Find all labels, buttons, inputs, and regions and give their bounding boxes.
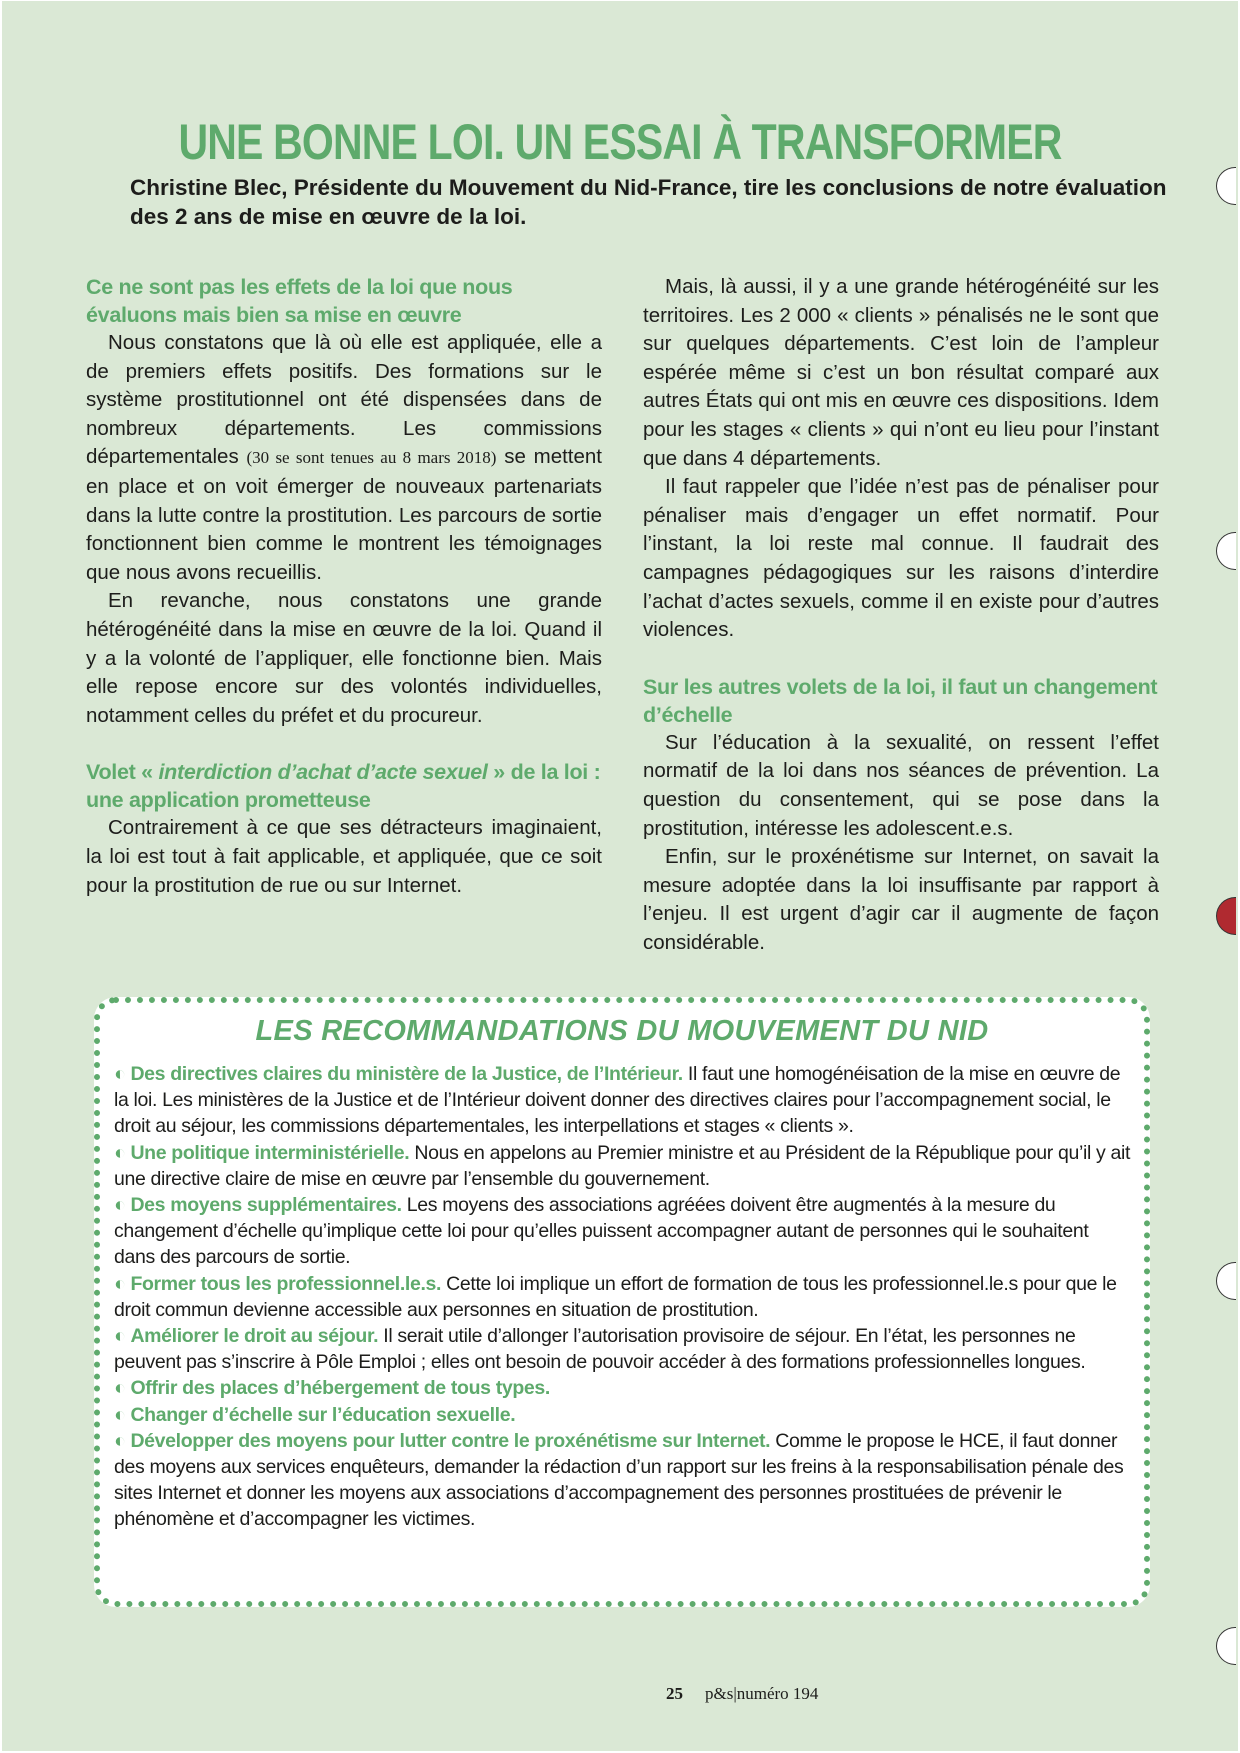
section-tab-active[interactable] bbox=[1216, 897, 1236, 935]
recommendation-text: Les moyens des associations agréées doivent être augmentés à la mesure du changement d’échelle qu’implique cette loi pour qu’elles puissent accompagner autant de personnes qui le souhaitent dans des parcours de sortie. bbox=[114, 1194, 1089, 1269]
half-moon-bullet-icon: ◐ bbox=[114, 1403, 126, 1426]
half-moon-bullet-icon: ◐ bbox=[114, 1063, 126, 1085]
recommendation-lead: Améliorer le droit au séjour. bbox=[130, 1325, 379, 1348]
half-moon-bullet-icon: ◐ bbox=[114, 1272, 126, 1295]
recommendation-lead: Des moyens supplémentaires. bbox=[130, 1194, 402, 1217]
recommendation-item bbox=[114, 1428, 1130, 1533]
half-moon-bullet-icon: ◐ bbox=[114, 1141, 126, 1164]
recommendation-text: Il faut une homogénéisation de la mise en œuvre de la loi. Les ministères de la Justice et de l’Intérieur doivent donner des directives claires pour l’accompagnement social, le droit au séjour, les commissions départementales, les interpellations et stages « clients ». bbox=[114, 1063, 1121, 1138]
section-tab[interactable] bbox=[1216, 1627, 1236, 1665]
paragraph: Mais, là aussi, il y a une grande hétérogénéité sur les territoires. Les 2 000 « clients » pénalisés ne le sont que sur quelques départements. C’est loin de l’ampleur espérée même si c’est un bon résultat comparé aux autres États qui ont mis en œuvre ces dispositions. Idem pour les stages « clients » qui n’ont eu lieu pour l’instant que dans 4 départements. bbox=[643, 275, 1159, 470]
recommendation-text: Comme le propose le HCE, il faut donner des moyens aux services enquêteurs, demander la rédaction d’un rapport sur les freins à la responsabilisation pénale des sites Internet et donner les moyens aux associations d’accompagnement des personnes prostituées de prévenir le phénomène et d’accompagner les victimes. bbox=[114, 1429, 1124, 1531]
paragraph-text: Nous constatons que là où elle est appliquée, elle a de premiers effets positifs. Des formations sur le système prostitutionnel ont été dispensées dans de nombreux départements. Les commissions départementales bbox=[86, 331, 602, 469]
section-heading-interdiction bbox=[86, 758, 602, 814]
section-heading-evaluation: Ce ne sont pas les effets de la loi que nous évaluons mais bien sa mise en œuvre bbox=[86, 275, 513, 327]
paragraph bbox=[86, 329, 602, 587]
publication-issue: p&s|numéro 194 bbox=[705, 1684, 819, 1703]
paragraph: En revanche, nous constatons une grande hétérogénéité dans la mise en œuvre de la loi. Quand il y a la volonté de l’appliquer, elle fonctionne bien. Mais elle repose encore sur des volontés individuelles, notamment celles du préfet et du procureur. bbox=[86, 589, 602, 727]
recommendations-box bbox=[94, 997, 1150, 1607]
recommendation-item bbox=[114, 1375, 1130, 1401]
recommendation-lead: Former tous les professionnel.le.s. bbox=[130, 1272, 442, 1295]
page-number: 25 bbox=[666, 1684, 683, 1703]
recommendation-item bbox=[114, 1402, 1130, 1428]
recommendation-lead: Des directives claires du ministère de la Justice, de l’Intérieur. bbox=[130, 1063, 683, 1085]
recommendation-lead: Une politique interministérielle. bbox=[130, 1141, 410, 1164]
magazine-page bbox=[2, 1, 1238, 1751]
recommendations-list bbox=[114, 1061, 1130, 1533]
paragraph: Enfin, sur le proxénétisme sur Internet, on savait la mesure adoptée dans la loi insuffisante par rapport à l’enjeu. Il est urgent d’agir car il augmente de façon considérable. bbox=[643, 845, 1159, 954]
recommendation-item bbox=[114, 1271, 1130, 1323]
half-moon-bullet-icon: ◐ bbox=[114, 1377, 126, 1400]
heading-italic: interdiction d’achat d’acte sexuel bbox=[158, 760, 488, 785]
recommendation-item bbox=[114, 1192, 1130, 1271]
commissions-note: (30 se sont tenues au 8 mars 2018) bbox=[246, 448, 497, 468]
section-heading-echelle: Sur les autres volets de la loi, il faut un changement d’échelle bbox=[643, 674, 1158, 727]
section-tab[interactable] bbox=[1216, 532, 1236, 570]
paragraph: Sur l’éducation à la sexualité, on ressent l’effet normatif de la loi dans nos séances de prévention. La question du consentement, qui se pose dans la prostitution, intéresse les adolescent.e.s. bbox=[643, 730, 1159, 840]
paragraph: Contrairement à ce que ses détracteurs imaginaient, la loi est tout à fait applicable, et appliquée, que ce soit pour la prostitution de rue ou sur Internet. bbox=[86, 816, 602, 897]
recommendation-text: Nous en appelons au Premier ministre et au Président de la République pour qu’il y ait une directive claire de mise en œuvre par l’ensemble du gouvernement. bbox=[114, 1141, 1131, 1190]
recommendation-text: Cette loi implique un effort de formation de tous les professionnel.le.s pour que le droit commun devienne accessible aux personnes en situation de prostitution. bbox=[114, 1272, 1117, 1321]
half-moon-bullet-icon: ◐ bbox=[114, 1325, 126, 1348]
paragraph-text: se mettent en place et on voit émerger de nouveaux partenariats dans la lutte contre la prostitution. Les parcours de sortie fonctionnent bien comme le montrent les témoignages que nous avons recueillis. bbox=[86, 445, 602, 584]
paragraph: Il faut rappeler que l’idée n’est pas de pénaliser pour pénaliser mais d’engager un effet normatif. Pour l’instant, la loi reste mal connue. Il faudrait des campagnes pédagogiques sur les raisons d’interdire l’achat d’actes sexuels, comme il en existe pour d’autres violences. bbox=[643, 475, 1159, 642]
heading-suffix: » de la loi : une application prometteuse bbox=[86, 760, 601, 813]
half-moon-bullet-icon: ◐ bbox=[114, 1429, 126, 1452]
recommendations-title: LES RECOMMANDATIONS DU MOUVEMENT DU NID bbox=[255, 1015, 989, 1047]
recommendation-lead: Offrir des places d’hébergement de tous types. bbox=[130, 1377, 550, 1400]
recommendation-lead: Changer d’échelle sur l’éducation sexuelle. bbox=[130, 1403, 516, 1426]
left-column bbox=[86, 273, 602, 900]
recommendation-lead: Développer des moyens pour lutter contre le proxénétisme sur Internet. bbox=[130, 1429, 771, 1452]
article-title: UNE BONNE LOI. UN ESSAI À TRANSFORMER bbox=[178, 113, 1062, 170]
recommendation-text: Il serait utile d’allonger l’autorisation provisoire de séjour. En l’état, les personnes ne peuvent pas s’inscrire à Pôle Emploi ; elles ont besoin de pouvoir accéder à des formations professionnelles longues. bbox=[114, 1325, 1086, 1374]
heading-prefix: Volet « bbox=[86, 760, 159, 785]
recommendation-item bbox=[114, 1323, 1130, 1375]
page-footer bbox=[666, 1684, 818, 1704]
article-intro: Christine Blec, Présidente du Mouvement du Nid-France, tire les conclusions de notre évaluation des 2 ans de mise en œuvre de la loi. bbox=[130, 175, 1167, 229]
half-moon-bullet-icon: ◐ bbox=[114, 1194, 126, 1217]
right-column bbox=[643, 273, 1159, 957]
recommendation-item bbox=[114, 1061, 1130, 1140]
recommendation-item bbox=[114, 1140, 1130, 1192]
section-tab[interactable] bbox=[1216, 167, 1236, 205]
section-tab[interactable] bbox=[1216, 1262, 1236, 1300]
